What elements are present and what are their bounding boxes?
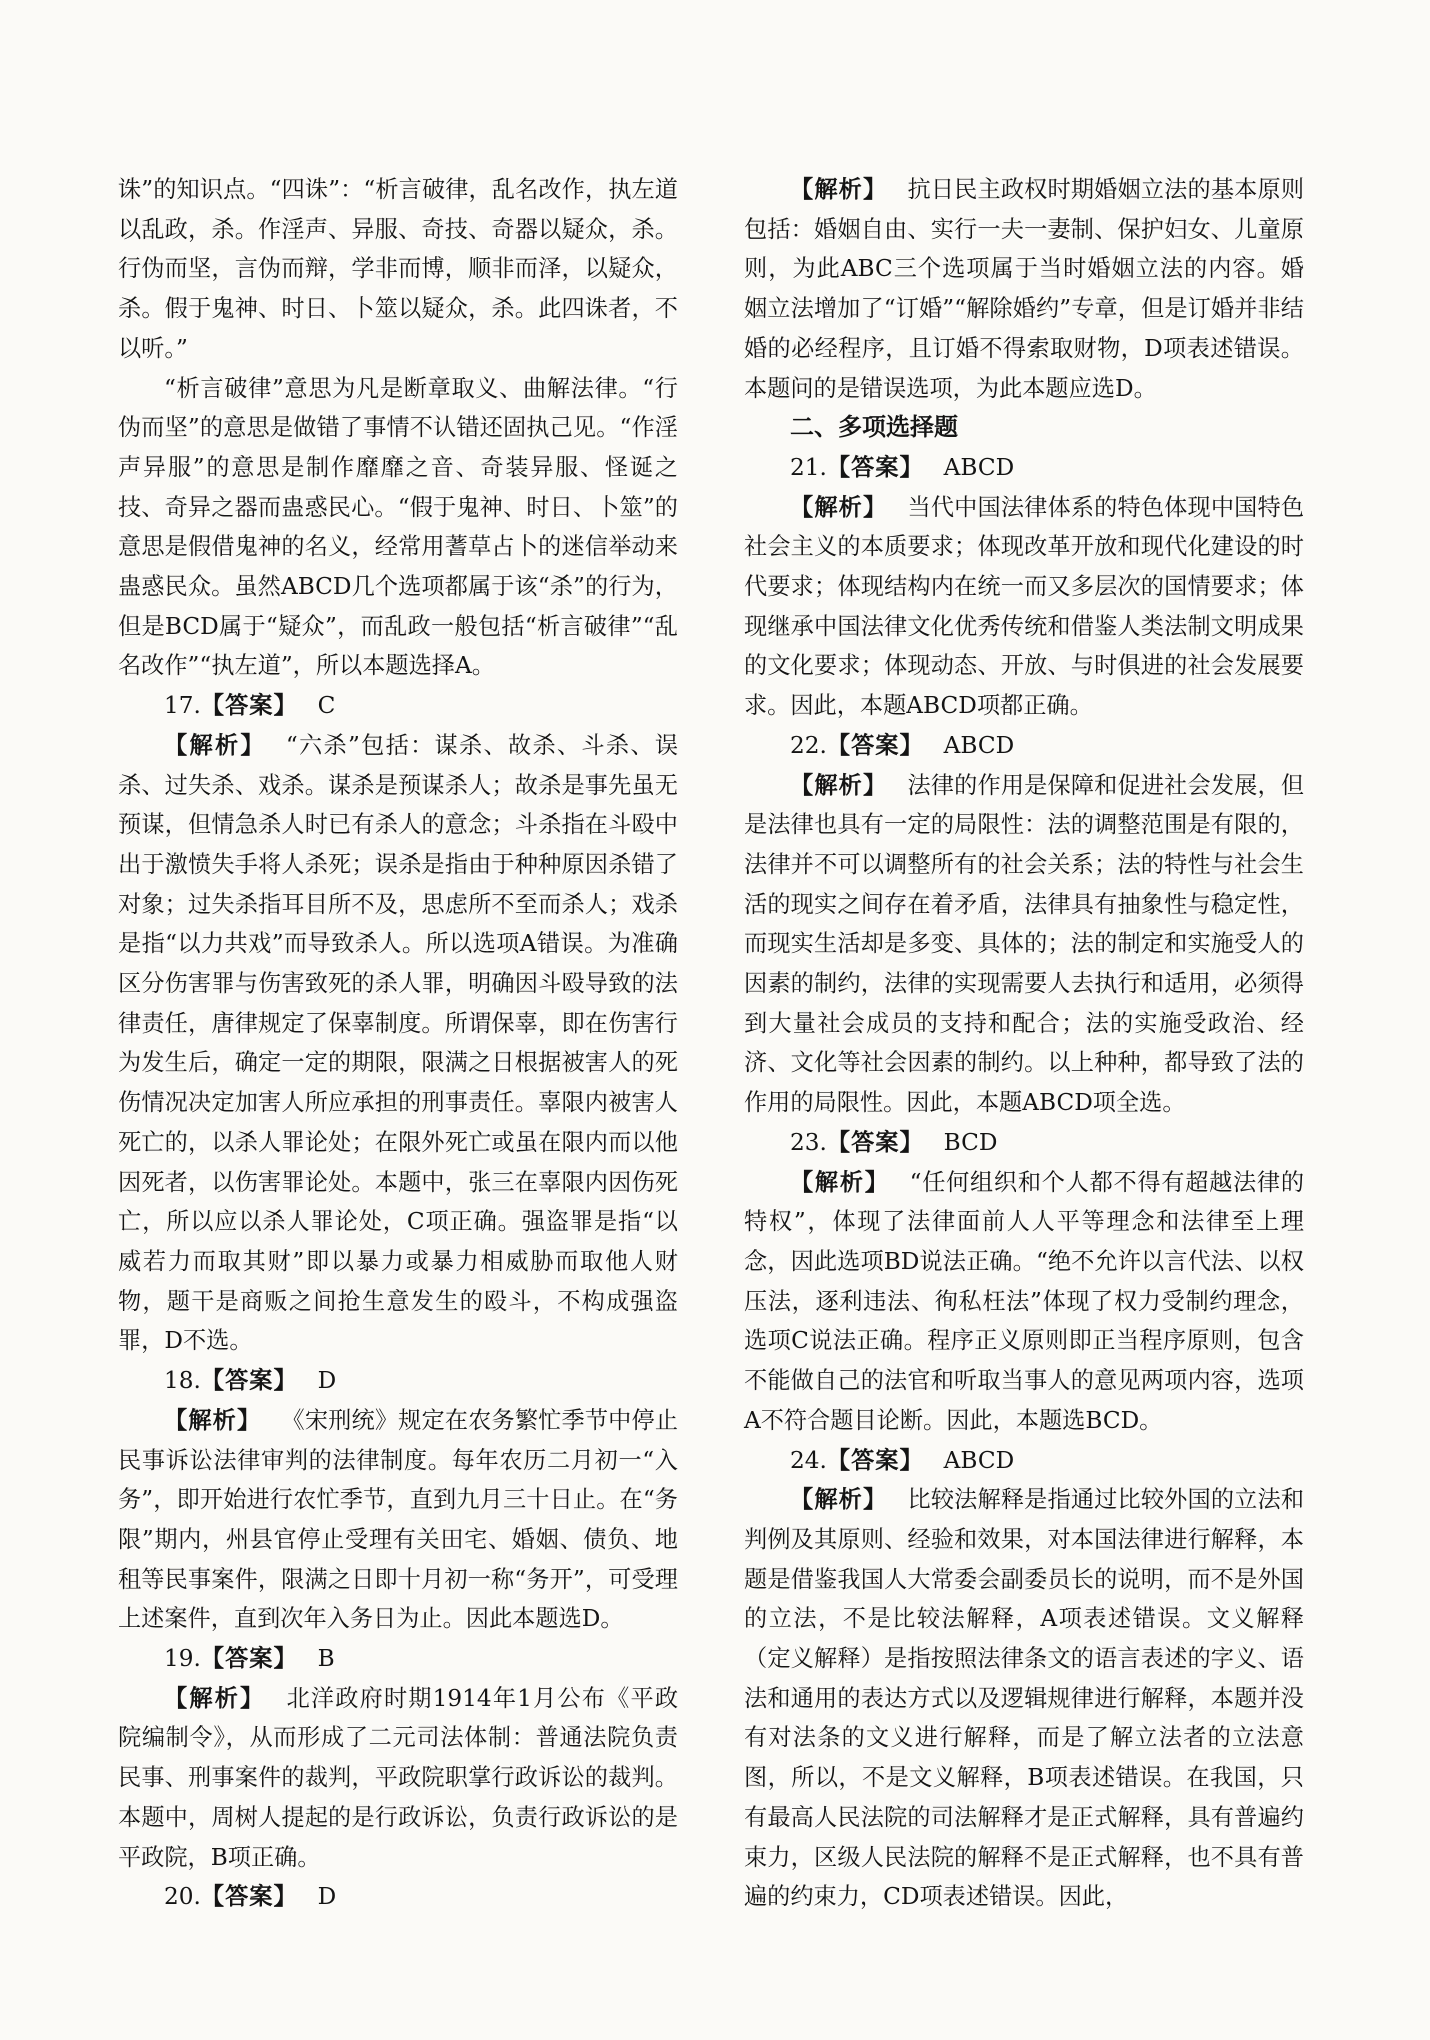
answer-21 <box>744 448 1304 488</box>
explanation-tag: 【解析】 <box>790 771 888 799</box>
explanation-22 <box>744 766 1304 1123</box>
question-number: 18. <box>164 1367 201 1395</box>
question-number: 23. <box>790 1128 827 1156</box>
question-number: 19. <box>164 1645 201 1673</box>
answer-value: C <box>317 692 336 720</box>
answer-17 <box>118 686 678 726</box>
answer-value: D <box>317 1367 337 1395</box>
explanation-tag: 【解析】 <box>790 1168 890 1196</box>
answer-tag: 【答案】 <box>200 1645 298 1673</box>
answer-24 <box>744 1441 1304 1481</box>
paragraph-si-zhu: 诛”的知识点。“四诛”：“析言破律，乱名改作，执左道以乱政，杀。作淫声、异服、奇技、奇器以疑众，杀。行伪而坚，言伪而辩，学非而博，顺非而泽，以疑众，杀。假于鬼神、时日、卜筮以疑众，杀。此四诛者，不以听。” <box>118 176 678 362</box>
answer-tag: 【答案】 <box>826 453 924 481</box>
question-number: 21. <box>790 453 827 481</box>
answer-value: ABCD <box>943 1446 1015 1474</box>
explanation-tag: 【解析】 <box>164 1684 266 1712</box>
explanation-tag: 【解析】 <box>164 1406 262 1434</box>
explanation-text: 比较法解释是指通过比较外国的立法和判例及其原则、经验和效果，对本国法律进行解释，本题是借鉴我国人大常委会副委员长的说明，而不是外国的立法，不是比较法解释，A项表述错误。文义解释（定义解释）是指按照法律条文的语言表述的字义、语法和通用的表达方式以及逻辑规律进行解释，本题并没有对法条的文义进行解释，而是了解立法者的立法意图，所以，不是文义解释，B项表述错误。在我国，只有最高人民法院的司法解释才是正式解释，具有普遍约束力，区级人民法院的解释不是正式解释，也不具有普遍的约束力，CD项表述错误。因此， <box>744 1486 1305 1911</box>
answer-tag: 【答案】 <box>200 1883 298 1911</box>
answer-value: B <box>317 1645 335 1673</box>
explanation-tag: 【解析】 <box>164 731 266 759</box>
question-number: 17. <box>164 692 201 720</box>
question-number: 24. <box>790 1446 827 1474</box>
answer-tag: 【答案】 <box>200 1367 298 1395</box>
answer-value: ABCD <box>943 731 1015 759</box>
explanation-tag: 【解析】 <box>790 1486 888 1514</box>
answer-20 <box>118 1877 678 1917</box>
explanation-20 <box>744 170 1304 408</box>
explanation-text: 北洋政府时期1914年1月公布《平政院编制令》，从而形成了二元司法体制：普通法院负责民事、刑事案件的裁判，平政院职掌行政诉讼的裁判。本题中，周树人提起的是行政诉讼，负责行政诉讼的是平政院，B项正确。 <box>118 1684 679 1871</box>
explanation-tag: 【解析】 <box>790 176 888 203</box>
section-title: 二、多项选择题 <box>790 413 958 442</box>
explanation-text: “六杀”包括：谋杀、故杀、斗杀、误杀、过失杀、戏杀。谋杀是预谋杀人；故杀是事先虽无预谋，但情急杀人时已有杀人的意念；斗杀指在斗殴中出于激愤失手将人杀死；误杀是指由于种种原因杀错了对象；过失杀指耳目所不及，思虑所不至而杀人；戏杀是指“以力共戏”而导致杀人。所以选项A错误。为准确区分伤害罪与伤害致死的杀人罪，明确因斗殴导致的法律责任，唐律规定了保辜制度。所谓保辜，即在伤害行为发生后，确定一定的期限，限满之日根据被害人的死伤情况决定加害人所应承担的刑事责任。辜限内被害人死亡的，以杀人罪论处；在限外死亡或虽在限内而以他因死者，以伤害罪论处。本题中，张三在辜限内因伤死亡，所以应以杀人罪论处，C项正确。强盗罪是指“以威若力而取其财”即以暴力或暴力相威胁而取他人财物，题干是商贩之间抢生意发生的殴斗，不构成强盗罪，D不选。 <box>118 731 679 1355</box>
answer-value: D <box>317 1883 337 1911</box>
explanation-17 <box>118 726 678 1361</box>
explanation-text: 当代中国法律体系的特色体现中国特色社会主义的本质要求；体现改革开放和现代化建设的时代要求；体现结构内在统一而又多层次的国情要求；体现继承中国法律文化优秀传统和借鉴人类法制文明成果的文化要求；体现动态、开放、与时俱进的社会发展要求。因此，本题ABCD项都正确。 <box>744 493 1305 720</box>
explanation-text: 法律的作用是保障和促进社会发展，但是法律也具有一定的局限性：法的调整范围是有限的，法律并不可以调整所有的社会关系；法的特性与社会生活的现实之间存在着矛盾，法律具有抽象性与稳定性，而现实生活却是多变、具体的；法的制定和实施受人的因素的制约，法律的实现需要人去执行和适用，必须得到大量社会成员的支持和配合；法的实施受政治、经济、文化等社会因素的制约。以上种种，都导致了法的作用的局限性。因此，本题ABCD项全选。 <box>744 771 1305 1117</box>
answer-18 <box>118 1361 678 1401</box>
right-column <box>744 170 1304 1917</box>
explanation-19 <box>118 1679 678 1878</box>
left-column <box>118 170 678 1917</box>
explanation-18 <box>118 1401 678 1639</box>
explanation-21 <box>744 488 1304 726</box>
answer-value: ABCD <box>943 453 1015 481</box>
answer-tag: 【答案】 <box>826 1128 924 1156</box>
explanation-text: 《宋刑统》规定在农务繁忙季节中停止民事诉讼法律审判的法律制度。每年农历二月初一“入务”，即开始进行农忙季节，直到九月三十日止。在“务限”期内，州县官停止受理有关田宅、婚姻、债负、地租等民事案件，限满之日即十月初一称“务开”，可受理上述案件，直到次年入务日为止。因此本题选D。 <box>118 1406 679 1633</box>
explanation-text: “任何组织和个人都不得有超越法律的特权”，体现了法律面前人人平等理念和法律至上理念，因此选项BD说法正确。“绝不允许以言代法、以权压法，逐利违法、徇私枉法”体现了权力受制约理念，选项C说法正确。程序正义原则即正当程序原则，包含不能做自己的法官和听取当事人的意见两项内容，选项A不符合题目论断。因此，本题选BCD。 <box>744 1168 1305 1434</box>
answer-23 <box>744 1123 1304 1163</box>
answer-tag: 【答案】 <box>826 1446 924 1474</box>
answer-22 <box>744 726 1304 766</box>
explanation-text: 抗日民主政权时期婚姻立法的基本原则包括：婚姻自由、实行一夫一妻制、保护妇女、儿童原则，为此ABC三个选项属于当时婚姻立法的内容。婚姻立法增加了“订婚”“解除婚约”专章，但是订婚并非结婚的必经程序，且订婚不得索取财物，D项表述错误。本题问的是错误选项，为此本题应选D。 <box>744 176 1305 402</box>
paragraph-explanation: “析言破律”意思为凡是断章取义、曲解法律。“行伪而坚”的意思是做错了事情不认错还固执己见。“作淫声异服”的意思是制作靡靡之音、奇装异服、怪诞之技、奇异之器而蛊惑民心。“假于鬼神、时日、卜筮”的意思是假借鬼神的名义，经常用蓍草占卜的迷信举动来蛊惑民众。虽然ABCD几个选项都属于该“杀”的行为，但是BCD属于“疑众”，而乱政一般包括“析言破律”“乱名改作”“执左道”，所以本题选择A。 <box>118 374 678 680</box>
answer-19 <box>118 1639 678 1679</box>
explanation-tag: 【解析】 <box>790 493 888 521</box>
explanation-24 <box>744 1480 1304 1917</box>
question-number: 22. <box>790 731 827 759</box>
question-number: 20. <box>164 1883 201 1911</box>
answer-tag: 【答案】 <box>826 731 924 759</box>
answer-tag: 【答案】 <box>200 692 298 720</box>
explanation-23 <box>744 1163 1304 1441</box>
answer-value: BCD <box>943 1128 998 1156</box>
